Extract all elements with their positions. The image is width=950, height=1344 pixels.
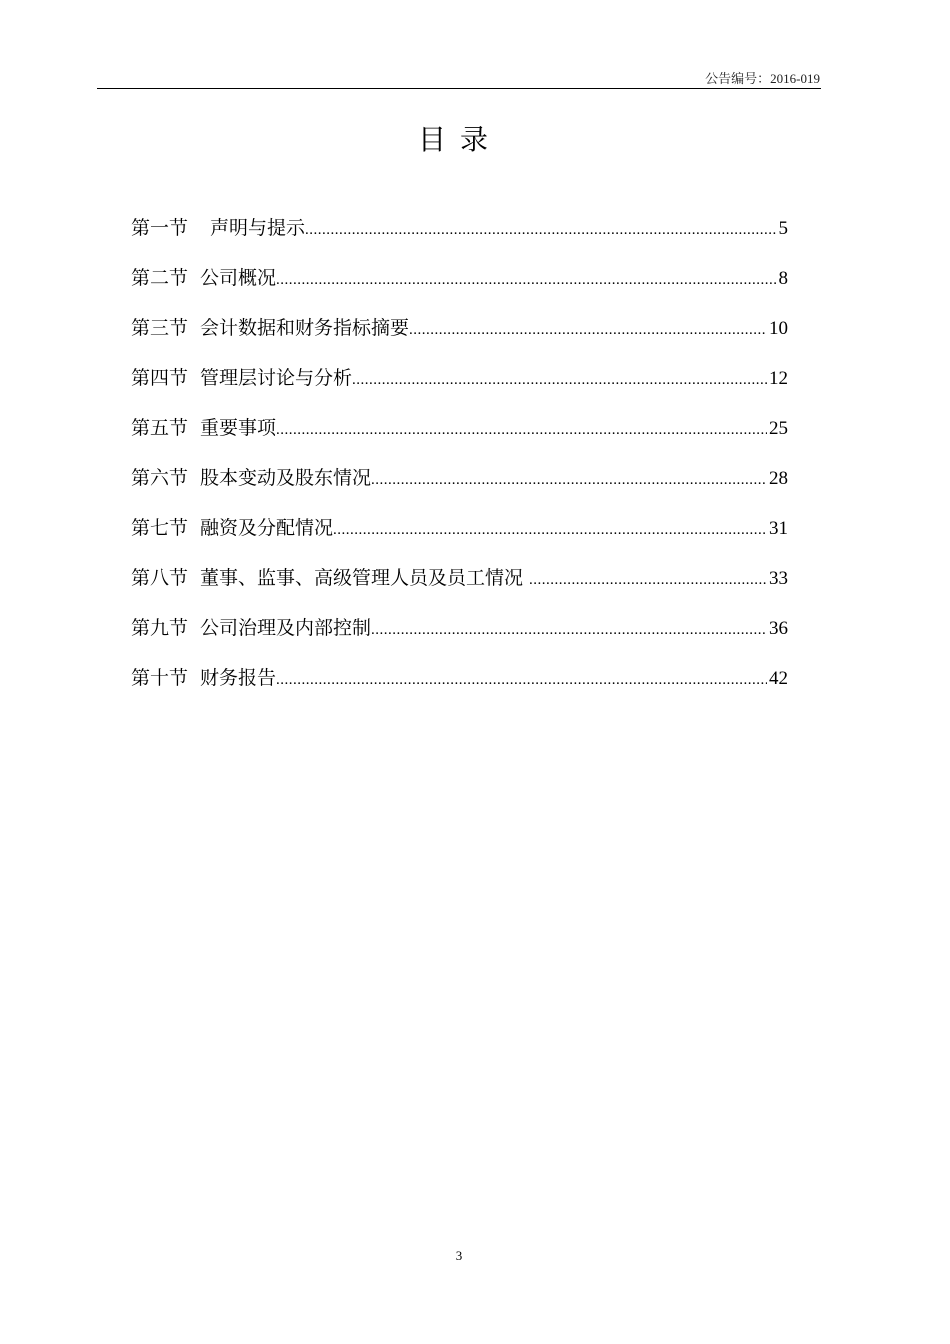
toc-page-number: 36 <box>769 618 788 639</box>
page-number: 3 <box>455 1248 463 1263</box>
toc-leader-dots <box>523 562 767 598</box>
toc-page-number: 5 <box>778 218 788 239</box>
toc-leader-dots <box>371 612 767 648</box>
toc-leader-dots <box>409 312 767 348</box>
table-of-contents <box>131 210 788 710</box>
toc-page-number: 8 <box>778 268 788 289</box>
toc-section-number: 第三节 <box>131 317 189 339</box>
toc-entry-10[interactable] <box>131 660 788 710</box>
toc-leader-dots <box>352 362 767 398</box>
toc-section-number: 第十节 <box>131 667 189 689</box>
toc-section-title: 公司概况 <box>200 267 277 289</box>
toc-page-number: 42 <box>769 668 788 689</box>
toc-section-title: 重要事项 <box>200 417 277 439</box>
toc-entry-7[interactable] <box>131 510 788 560</box>
toc-entry-9[interactable] <box>131 610 788 660</box>
toc-section-number: 第六节 <box>131 467 189 489</box>
toc-entry-5[interactable] <box>131 410 788 460</box>
toc-section-title: 管理层讨论与分析 <box>200 367 353 389</box>
toc-section-title: 公司治理及内部控制 <box>200 617 372 639</box>
toc-page-number: 33 <box>769 568 788 589</box>
toc-section-number: 第四节 <box>131 367 189 389</box>
toc-entry-2[interactable] <box>131 260 788 310</box>
toc-section-number: 第二节 <box>131 267 189 289</box>
toc-section-title: 董事、监事、高级管理人员及员工情况 <box>200 567 524 589</box>
toc-section-number: 第五节 <box>131 417 189 439</box>
toc-leader-dots <box>305 212 776 248</box>
toc-page-number: 31 <box>769 518 788 539</box>
toc-page-number: 25 <box>769 418 788 439</box>
header-divider <box>97 88 821 89</box>
toc-entry-4[interactable] <box>131 360 788 410</box>
toc-leader-dots <box>333 512 767 548</box>
toc-entry-8[interactable] <box>131 560 788 610</box>
toc-section-title: 财务报告 <box>200 667 277 689</box>
toc-section-number: 第七节 <box>131 517 189 539</box>
toc-page-number: 28 <box>769 468 788 489</box>
toc-section-title: 会计数据和财务指标摘要 <box>200 317 410 339</box>
toc-section-title: 融资及分配情况 <box>200 517 334 539</box>
announcement-number: 公告编号：2016-019 <box>705 71 820 86</box>
toc-page-number: 10 <box>769 318 788 339</box>
toc-entry-1[interactable] <box>131 210 788 260</box>
toc-section-title: 声明与提示 <box>210 217 306 239</box>
toc-entry-6[interactable] <box>131 460 788 510</box>
toc-entry-3[interactable] <box>131 310 788 360</box>
toc-leader-dots <box>276 412 767 448</box>
toc-leader-dots <box>276 662 767 698</box>
toc-page-number: 12 <box>769 368 788 389</box>
toc-leader-dots <box>276 262 776 298</box>
toc-leader-dots <box>371 462 767 498</box>
toc-section-title: 股本变动及股东情况 <box>200 467 372 489</box>
page-title: 目录 <box>417 123 502 156</box>
toc-section-number: 第八节 <box>131 567 189 589</box>
toc-section-number: 第九节 <box>131 617 189 639</box>
toc-section-number: 第一节 <box>131 217 189 239</box>
